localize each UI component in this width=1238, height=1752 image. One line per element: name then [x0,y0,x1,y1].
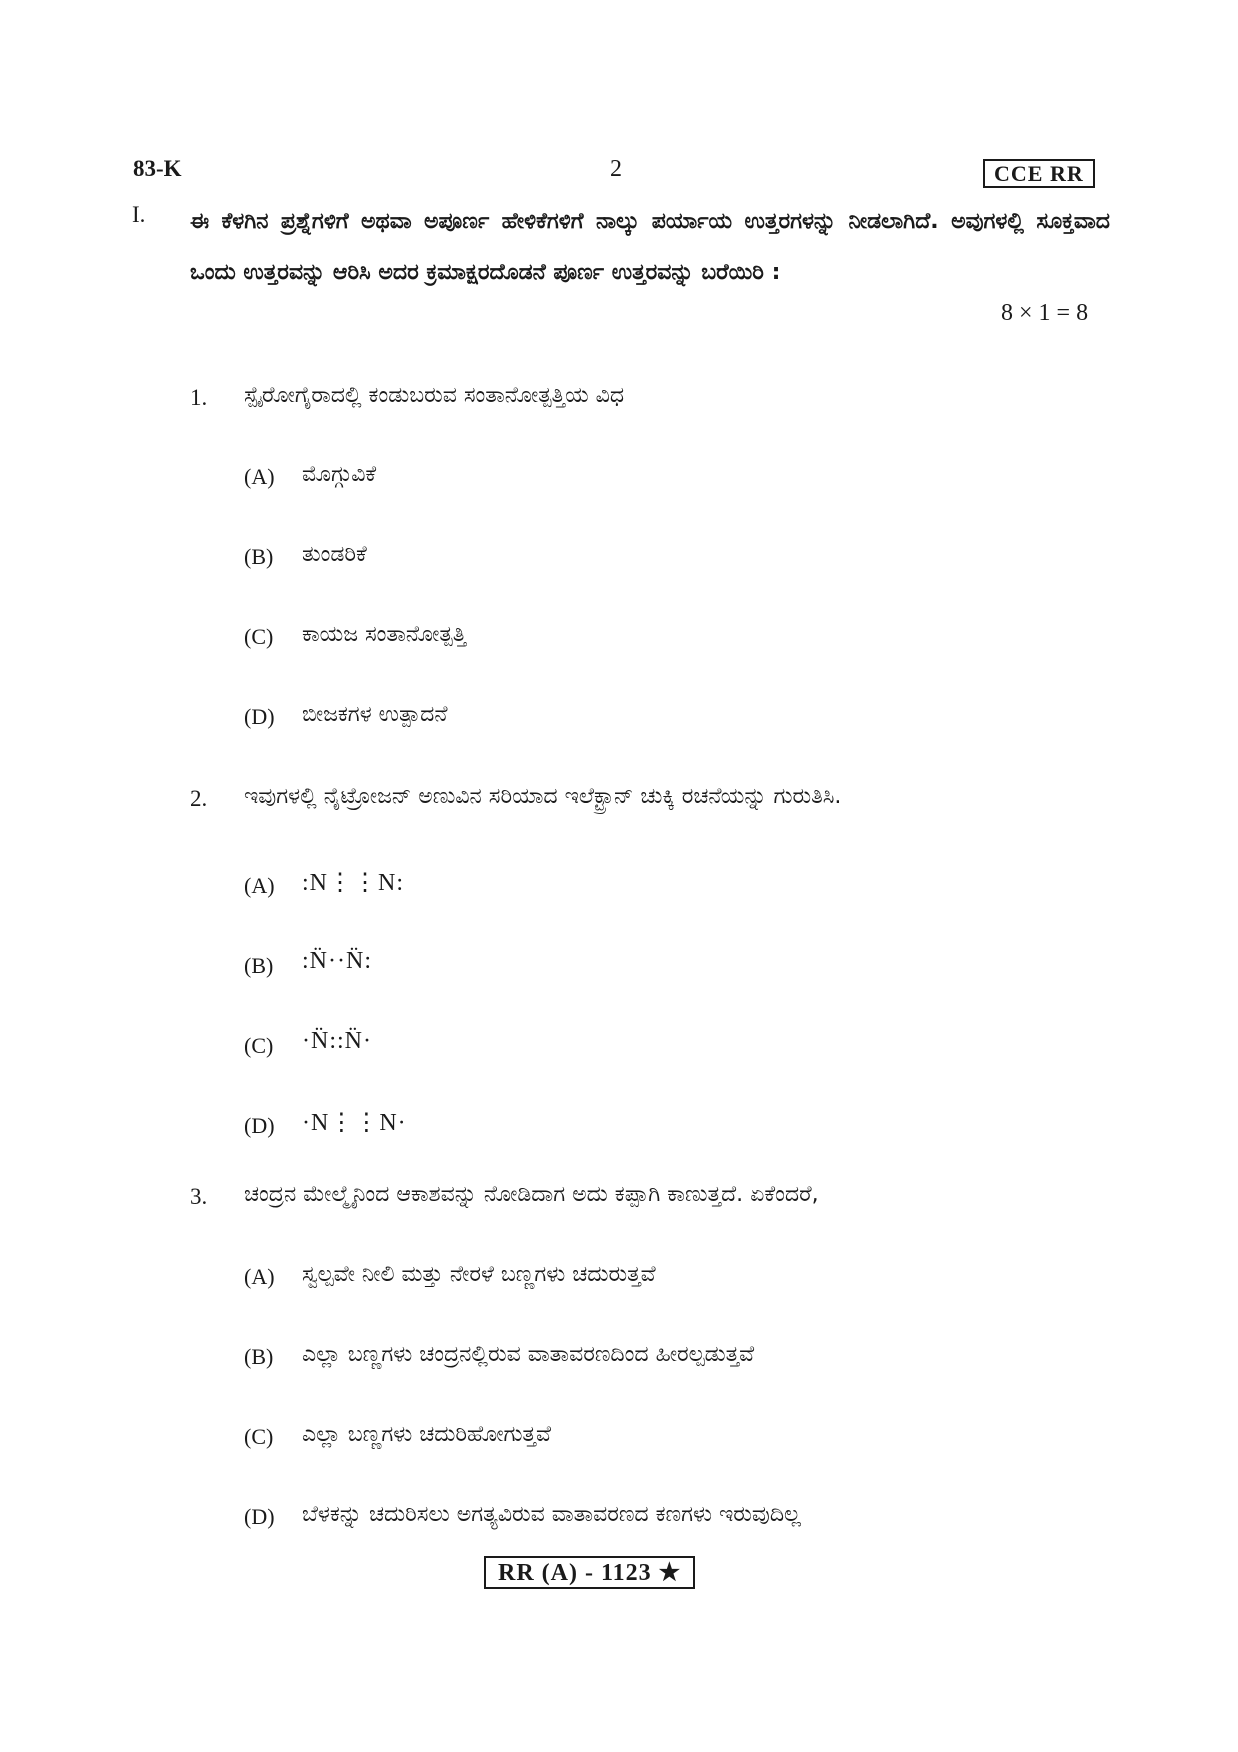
question-2-option-c-label: (C) [244,1033,274,1058]
question-1-option-c-label: (C) [244,624,274,649]
question-1-option-b-label: (B) [244,544,274,569]
question-2-option-d-formula: ·N⋮⋮N· [302,1110,407,1136]
question-1-option-a-text: ಮೊಗ್ಗುವಿಕೆ [302,462,377,487]
question-2-text: ಇವುಗಳಲ್ಲಿ ನೈಟ್ರೋಜನ್ ಅಣುವಿನ ಸರಿಯಾದ ಇಲೆಕ್ಟ್ರಾನ್ ಚುಕ್ಕಿ ರಚನೆಯನ್ನು ಗುರುತಿಸಿ. [244,784,842,809]
question-1-option-a-label: (A) [244,464,275,489]
question-3-option-a-label: (A) [244,1264,275,1289]
cce-badge: CCE RR [983,159,1095,188]
question-2-option-d-label: (D) [244,1113,275,1138]
question-3-option-d-label: (D) [244,1504,275,1529]
paper-code: 83-K [133,156,182,181]
question-1-text: ಸ್ಪೈರೋಗೈರಾದಲ್ಲಿ ಕಂಡುಬರುವ ಸಂತಾನೋತ್ಪತ್ತಿಯ ವಿಧ [244,383,625,408]
question-3-option-c-label: (C) [244,1424,274,1449]
question-3-option-b-label: (B) [244,1344,274,1369]
question-1-option-d-label: (D) [244,704,275,729]
question-1-option-c-text: ಕಾಯಜ ಸಂತಾನೋತ್ಪತ್ತಿ [302,622,467,647]
question-2-number: 2. [190,786,208,811]
question-2-option-a-label: (A) [244,873,275,898]
question-2-option-c-formula: ·N̈::N̈· [302,1028,372,1054]
page-number: 2 [610,156,622,182]
section-number: I. [132,202,146,227]
question-3-option-a-text: ಸ್ವಲ್ಪವೇ ನೀಲಿ ಮತ್ತು ನೇರಳೆ ಬಣ್ಣಗಳು ಚದುರುತ್ತವೆ [302,1262,656,1287]
question-2-option-b-label: (B) [244,953,274,978]
question-1-option-b-text: ತುಂಡರಿಕೆ [302,542,367,567]
question-3-option-b-text: ಎಲ್ಲಾ ಬಣ್ಣಗಳು ಚಂದ್ರನಲ್ಲಿರುವ ವಾತಾವರಣದಿಂದ ಹೀರಲ್ಪಡುತ್ತವೆ [302,1342,755,1367]
question-1-option-d-text: ಬೀಜಕಗಳ ಉತ್ಪಾದನೆ [302,702,448,727]
question-2-option-b-formula: :N̈··N̈: [302,948,372,974]
footer-code: RR (A) - 1123 ★ [484,1556,695,1589]
question-3-option-d-text: ಬೆಳಕನ್ನು ಚದುರಿಸಲು ಅಗತ್ಯವಿರುವ ವಾತಾವರಣದ ಕಣಗಳು ಇರುವುದಿಲ್ಲ [302,1502,801,1527]
question-3-number: 3. [190,1184,208,1209]
question-3-option-c-text: ಎಲ್ಲಾ ಬಣ್ಣಗಳು ಚದುರಿಹೋಗುತ್ತವೆ [302,1422,551,1447]
section-instruction: ಈ ಕೆಳಗಿನ ಪ್ರಶ್ನೆಗಳಿಗೆ ಅಥವಾ ಅಪೂರ್ಣ ಹೇಳಿಕೆಗಳಿಗೆ ನಾಲ್ಕು ಪರ್ಯಾಯ ಉತ್ತರಗಳನ್ನು ನೀಡಲಾಗಿದೆ. ಅವುಗಳಲ್ಲಿ ಸೂಕ್ತವಾದ ಒಂದು ಉತ್ತರವನ್ನು ಆರಿಸಿ ಅದರ ಕ್ರಮಾಕ್ಷರದೊಡನೆ ಪೂರ್ಣ ಉತ್ತರವನ್ನು ಬರೆಯಿರಿ : [190,209,1110,285]
question-1-number: 1. [190,385,208,410]
section-marks: 8 × 1 = 8 [1001,300,1089,326]
question-3-text: ಚಂದ್ರನ ಮೇಲ್ಮೈನಿಂದ ಆಕಾಶವನ್ನು ನೋಡಿದಾಗ ಅದು ಕಪ್ಪಾಗಿ ಕಾಣುತ್ತದೆ. ಏಕೆಂದರೆ, [244,1182,819,1207]
question-2-option-a-formula: :N⋮⋮N: [302,870,404,896]
